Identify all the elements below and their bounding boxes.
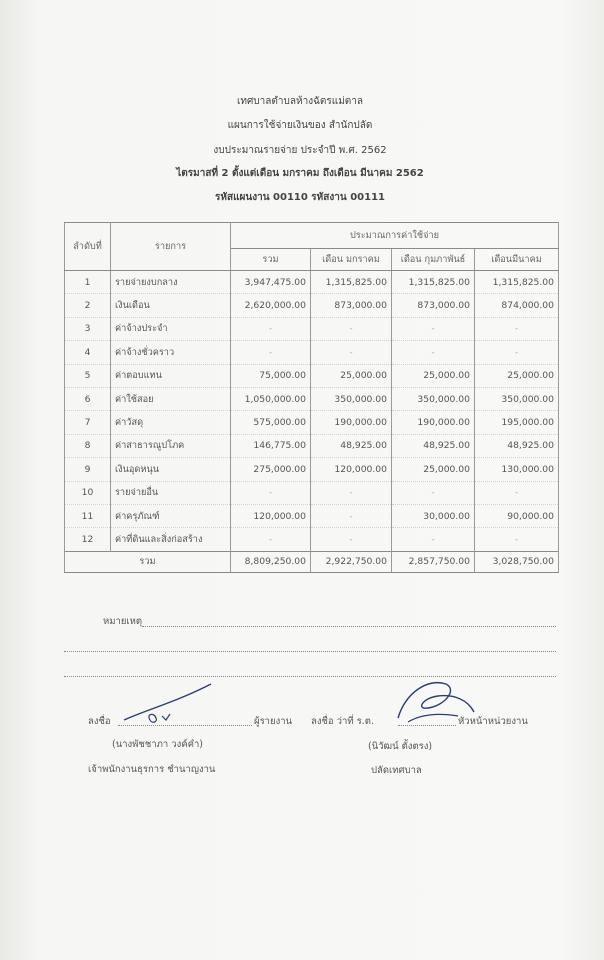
row-mar: -	[475, 528, 559, 551]
left-signer-name: (นางพัชชาภา วงค์คำ)	[112, 739, 204, 750]
row-total: -	[231, 341, 311, 364]
table-row	[65, 317, 559, 340]
row-jan: 350,000.00	[311, 387, 392, 410]
row-mar: 195,000.00	[475, 411, 559, 434]
row-feb: 30,000.00	[392, 504, 475, 527]
column-header-mar: เดือนมีนาคม	[475, 249, 559, 271]
column-group-estimate: ประมาณการค่าใช้จ่าย	[231, 223, 559, 249]
row-jan: -	[311, 528, 392, 551]
row-feb: 48,925.00	[392, 434, 475, 457]
left-signature-scribble	[116, 680, 226, 728]
left-sign-role: ผู้รายงาน	[254, 716, 293, 727]
row-item: ค่าจ้างชั่วคราว	[111, 341, 231, 364]
row-no: 3	[65, 317, 111, 340]
header-budget: งบประมาณรายจ่าย ประจำปี พ.ศ. 2562	[213, 145, 387, 156]
row-jan: 25,000.00	[311, 364, 392, 387]
row-total: 575,000.00	[231, 411, 311, 434]
table-row	[65, 364, 559, 387]
row-item: ค่าจ้างประจำ	[111, 317, 231, 340]
row-total: 1,050,000.00	[231, 387, 311, 410]
row-mar: 90,000.00	[475, 504, 559, 527]
row-mar: 1,315,825.00	[475, 271, 559, 294]
row-no: 8	[65, 434, 111, 457]
row-jan: -	[311, 481, 392, 504]
row-no: 9	[65, 458, 111, 481]
row-no: 10	[65, 481, 111, 504]
row-mar: 25,000.00	[475, 364, 559, 387]
row-feb: 25,000.00	[392, 458, 475, 481]
column-header-total: รวม	[231, 249, 311, 271]
row-jan: 1,315,825.00	[311, 271, 392, 294]
row-mar: 874,000.00	[475, 294, 559, 317]
row-no: 1	[65, 271, 111, 294]
row-no: 11	[65, 504, 111, 527]
row-mar: -	[475, 481, 559, 504]
row-jan: 873,000.00	[311, 294, 392, 317]
row-feb: 873,000.00	[392, 294, 475, 317]
remarks-line-1	[142, 626, 556, 627]
row-no: 6	[65, 387, 111, 410]
row-jan: -	[311, 317, 392, 340]
table-row	[65, 271, 559, 294]
total-label: รวม	[65, 551, 231, 572]
table-row	[65, 504, 559, 527]
header-quarter: ไตรมาสที่ 2 ตั้งแต่เดือน มกราคม ถึงเดือน มีนาคม 2562	[176, 168, 424, 179]
row-mar: 48,925.00	[475, 434, 559, 457]
column-header-feb: เดือน กุมภาพันธ์	[392, 249, 475, 271]
row-item: ค่าตอบแทน	[111, 364, 231, 387]
row-item: รายจ่ายอื่น	[111, 481, 231, 504]
row-total: -	[231, 481, 311, 504]
row-no: 7	[65, 411, 111, 434]
row-item: เงินเดือน	[111, 294, 231, 317]
row-jan: -	[311, 341, 392, 364]
table-row	[65, 528, 559, 551]
table-row	[65, 341, 559, 364]
right-signer-name: (นิวัฒน์ ตั้งตรง)	[368, 741, 433, 752]
row-mar: -	[475, 317, 559, 340]
row-feb: -	[392, 481, 475, 504]
row-total: -	[231, 317, 311, 340]
row-item: ค่าสาธารณูปโภค	[111, 434, 231, 457]
row-feb: 190,000.00	[392, 411, 475, 434]
row-item: ค่าครุภัณฑ์	[111, 504, 231, 527]
row-total: 3,947,475.00	[231, 271, 311, 294]
total-feb: 2,857,750.00	[392, 551, 475, 572]
total-row	[65, 551, 559, 572]
row-feb: 1,315,825.00	[392, 271, 475, 294]
table-row	[65, 294, 559, 317]
table-row	[65, 387, 559, 410]
total-sum: 8,809,250.00	[231, 551, 311, 572]
row-item: เงินอุดหนุน	[111, 458, 231, 481]
table-row	[65, 481, 559, 504]
row-feb: 350,000.00	[392, 387, 475, 410]
header-org: เทศบาลตำบลห้างฉัตรแม่ตาล	[236, 96, 364, 107]
row-no: 12	[65, 528, 111, 551]
table-row	[65, 411, 559, 434]
row-jan: 48,925.00	[311, 434, 392, 457]
column-header-item: รายการ	[111, 223, 231, 271]
total-mar: 3,028,750.00	[475, 551, 559, 572]
table-row	[65, 458, 559, 481]
remarks-line-2	[64, 651, 556, 652]
row-mar: 350,000.00	[475, 387, 559, 410]
row-item: ค่าวัสดุ	[111, 411, 231, 434]
row-total: 75,000.00	[231, 364, 311, 387]
right-signer-position: ปลัดเทศบาล	[371, 765, 422, 776]
row-feb: 25,000.00	[392, 364, 475, 387]
row-item: ค่าที่ดินและสิ่งก่อสร้าง	[111, 528, 231, 551]
row-jan: 190,000.00	[311, 411, 392, 434]
row-no: 4	[65, 341, 111, 364]
remarks-label: หมายเหตุ	[103, 616, 143, 627]
row-mar: -	[475, 341, 559, 364]
row-item: ค่าใช้สอย	[111, 387, 231, 410]
row-total: 146,775.00	[231, 434, 311, 457]
header-plan: แผนการใช้จ่ายเงินของ สำนักปลัด	[227, 120, 373, 131]
left-sign-prefix: ลงชื่อ	[88, 716, 111, 727]
right-sign-role: หัวหน้าหน่วยงาน	[458, 716, 528, 727]
left-signer-position: เจ้าพนักงานธุรการ ชำนาญงาน	[88, 764, 216, 775]
row-feb: -	[392, 317, 475, 340]
table-body	[65, 271, 559, 552]
table-row	[65, 434, 559, 457]
row-feb: -	[392, 341, 475, 364]
row-jan: 120,000.00	[311, 458, 392, 481]
row-no: 5	[65, 364, 111, 387]
row-no: 2	[65, 294, 111, 317]
row-total: 275,000.00	[231, 458, 311, 481]
budget-table	[64, 222, 559, 573]
row-total: 2,620,000.00	[231, 294, 311, 317]
row-jan: -	[311, 504, 392, 527]
right-sign-prefix: ลงชื่อ ว่าที่ ร.ต.	[311, 716, 374, 727]
row-total: -	[231, 528, 311, 551]
row-mar: 130,000.00	[475, 458, 559, 481]
column-header-no: ลำดับที่	[65, 223, 111, 271]
header-codes: รหัสแผนงาน 00110 รหัสงาน 00111	[215, 192, 385, 203]
remarks-line-3	[64, 676, 556, 677]
row-feb: -	[392, 528, 475, 551]
total-jan: 2,922,750.00	[311, 551, 392, 572]
row-total: 120,000.00	[231, 504, 311, 527]
column-header-jan: เดือน มกราคม	[311, 249, 392, 271]
row-item: รายจ่ายงบกลาง	[111, 271, 231, 294]
